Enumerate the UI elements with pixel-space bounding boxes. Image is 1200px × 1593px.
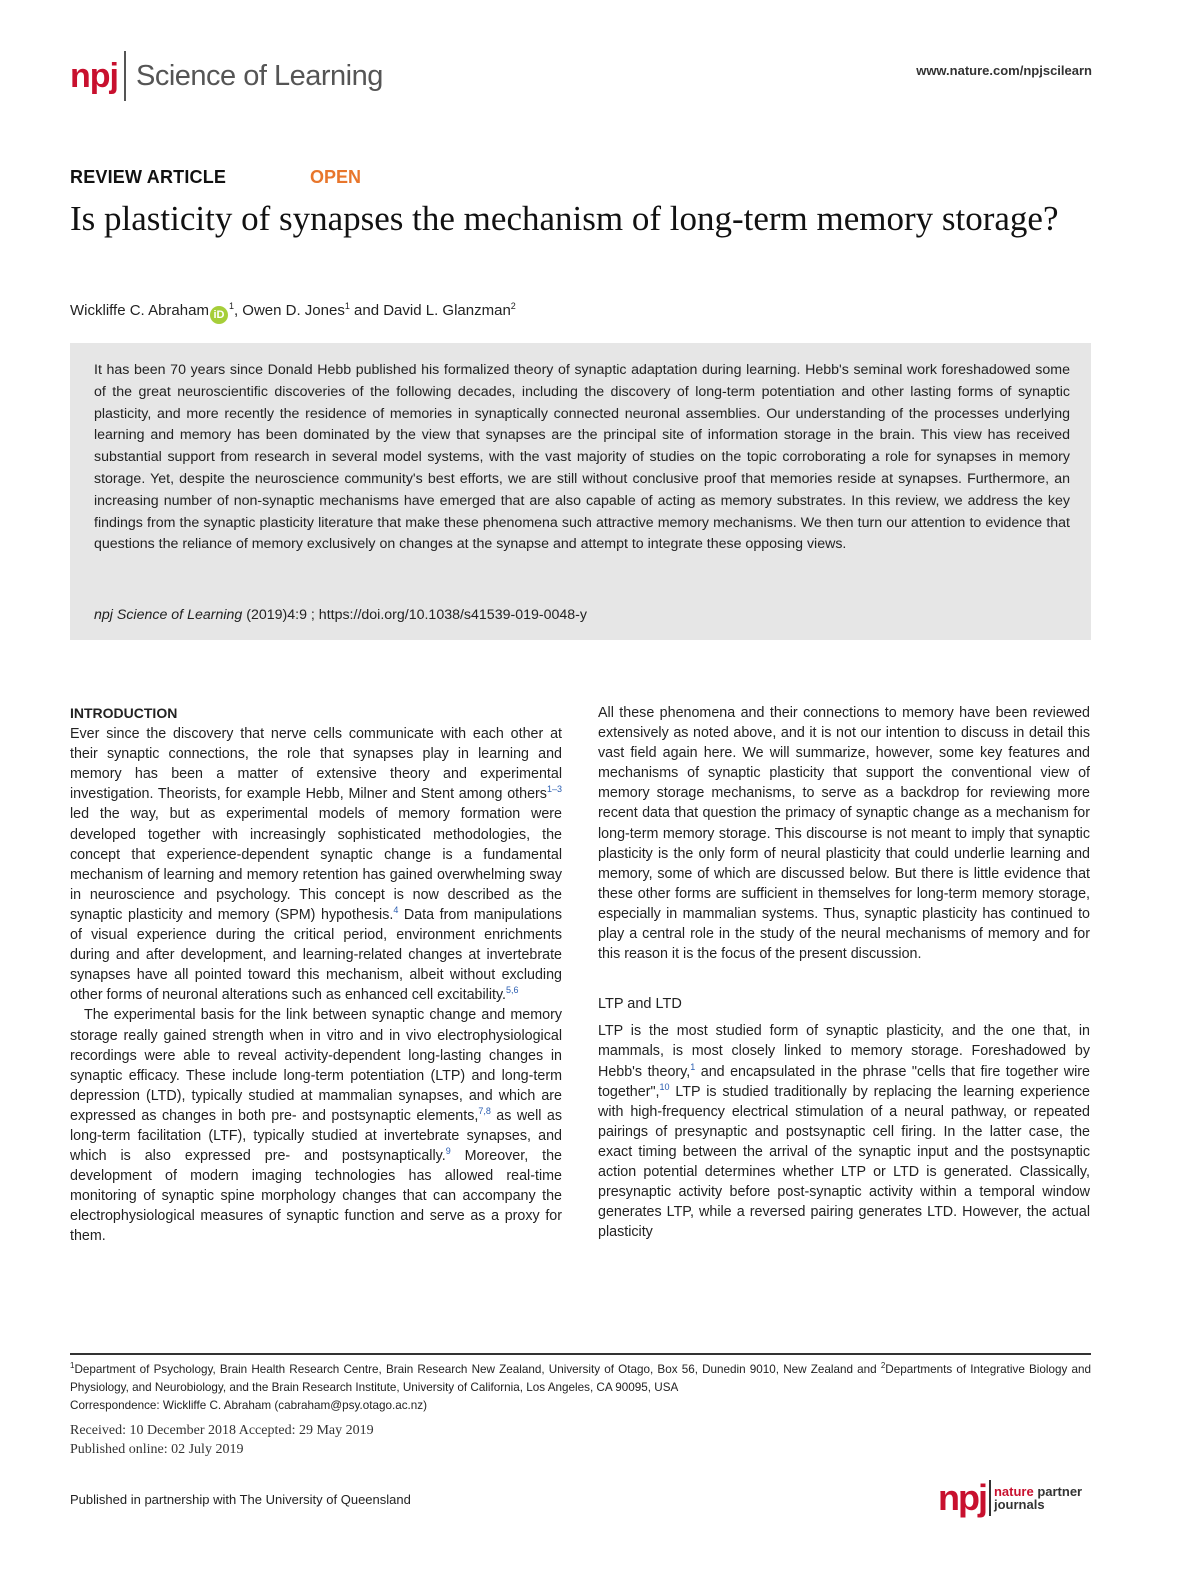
paragraph-text: The experimental basis for the link between synaptic change and memory storage really gained strength when in vitro and in vivo electrophysiological recordings were able to reveal activity-dependent long-lasting changes in synaptic efficacy. These include long-term potentiation (LTP) and long-term depression (LTD), typically studied at mammalian synapses, and which are expressed as changes in both pre- and postsynaptic elements, — [70, 1007, 562, 1124]
paragraph-text: LTP is the most studied form of synaptic plasticity, and the one that, in mammals, is most closely linked to memory storage. Foreshadowed by Hebb's theory, — [598, 1023, 1090, 1080]
correspondence-line[interactable]: Correspondence: Wickliffe C. Abraham (cabraham@psy.otago.ac.nz) — [70, 1398, 428, 1412]
logo-word-nature: nature — [993, 1484, 1034, 1499]
reference-link[interactable]: 10 — [659, 1081, 670, 1092]
affiliation-text: Department of Psychology, Brain Health Research Centre, Brain Research New Zealand, University of Otago, Box 56, Dunedin 9010, New Zealand and — [74, 1362, 881, 1376]
affiliation-marker: 1 — [70, 1361, 75, 1370]
footnote-divider — [70, 1353, 1091, 1355]
paragraph-text: and encapsulated in the phrase "cells that fire together wire together", — [598, 1063, 1090, 1100]
citation-line — [94, 607, 587, 623]
logo-divider — [124, 51, 126, 101]
paragraph-text: LTP is studied traditionally by replacing the learning experience with high-frequency electrical stimulation of a neural pathway, or repeated pairings of presynaptic and postsynaptic cell firing. In the latter case, the exact timing between the arrival of the synaptic input and the postsynaptic action potential determines whether LTP or LTD is generated. Classically, presynaptic activity before post-synaptic activity within a temporal window generates LTP, while a reversed pairing generates LTD. However, the actual plasticity — [598, 1083, 1090, 1241]
logo-divider — [989, 1480, 991, 1516]
abstract-box — [70, 343, 1091, 640]
published-online-date: Published online: 02 July 2019 — [70, 1442, 244, 1457]
reference-link[interactable]: 9 — [445, 1146, 451, 1157]
npj-logo-mark: npj — [70, 56, 118, 95]
publication-dates — [70, 1421, 374, 1459]
article-title: Is plasticity of synapses the mechanism of long-term memory storage? — [70, 199, 1059, 238]
affiliations — [70, 1357, 1091, 1415]
affiliation-marker: 2 — [880, 1361, 886, 1370]
journal-logo[interactable] — [70, 50, 383, 102]
paragraph-text: as well as long-term facilitation (LTF), typically studied at invertebrate synapses, and which is also expressed pre- and postsynaptically. — [70, 1107, 562, 1165]
author-name[interactable]: and David L. Glanzman — [349, 302, 511, 319]
citation-doi[interactable]: (2019)4:9 ; https://doi.org/10.1038/s41539-019-0048-y — [242, 607, 587, 623]
reference-link[interactable]: 4 — [393, 905, 399, 916]
affiliation-text: Departments of Integrative Biology and Physiology, and Neurobiology, and the Brain Research Institute, University of California, Los Angeles, CA 90095, USA — [70, 1362, 1091, 1394]
body-column-right — [598, 703, 1090, 1242]
partnership-note: Published in partnership with The University of Queensland — [70, 1492, 411, 1507]
affiliation-marker: 1 — [344, 301, 350, 311]
logo-wordmark — [994, 1485, 1082, 1511]
nature-partner-journals-logo[interactable] — [938, 1477, 1082, 1519]
reference-link[interactable]: 5,6 — [506, 985, 519, 996]
body-paragraph: All these phenomena and their connections to memory have been reviewed extensively as noted above, and it is not our intention to discuss in detail this vast field again here. We will summarize, however, some key features and mechanisms of synaptic plasticity that support the conventional view of memory storage mechanisms, to serve as a backdrop for reviewing more recent data that question the primacy of synaptic change as a mechanism for long-term memory storage. This discourse is not meant to imply that synaptic plasticity is the only form of neural plasticity that could underlie learning and memory, some of which are discussed below. But there is little evidence that these other forms are sufficient in themselves for long-term memory storage, especially in mammalian systems. Thus, synaptic plasticity has continued to play a central role in the study of the neural mechanisms of memory and for this reason it is the focus of the present discussion. — [598, 705, 1090, 963]
body-paragraph — [70, 724, 562, 1005]
orcid-icon[interactable]: iD — [210, 306, 228, 324]
npj-logo-mark: npj — [938, 1477, 986, 1518]
author-name[interactable]: Wickliffe C. Abraham — [70, 302, 209, 319]
author-list — [70, 301, 516, 324]
affiliation-marker: 1 — [228, 301, 234, 311]
affiliation-marker: 2 — [510, 301, 516, 311]
paragraph-text: Moreover, the development of modern imaging technologies has allowed real-time monitoring of synaptic spine morphology changes that can accompany the electrophysiological measures of synaptic function and serve as a proxy for them. — [70, 1148, 563, 1245]
citation-journal: npj Science of Learning — [94, 607, 243, 623]
received-accepted-dates: Received: 10 December 2018 Accepted: 29 May 2019 — [70, 1423, 374, 1438]
body-paragraph — [598, 1021, 1090, 1242]
logo-word-partner: partner — [1033, 1484, 1083, 1499]
body-column-left — [70, 703, 562, 1247]
body-paragraph — [70, 1005, 562, 1246]
reference-link[interactable]: 1–3 — [546, 784, 562, 795]
paragraph-text: Data from manipulations of visual experience during the critical period, environment enrichments during and after development, and learning-related changes at invertebrate synapses have all pointed toward this mechanism, albeit without excluding other forms of neuronal alterations such as enhanced cell excitability. — [70, 906, 562, 1004]
journal-url-link[interactable]: www.nature.com/npjscilearn — [916, 63, 1092, 78]
article-type-label: REVIEW ARTICLE — [70, 167, 227, 187]
logo-word-journals: journals — [993, 1497, 1045, 1512]
paragraph-text: led the way, but as experimental models of memory formation were developed together with increasingly sophisticated methodologies, the concept that experience-dependent synaptic change is a fundamental mechanism of learning and memory retention has gained overwhelming sway in neuroscience and psychology. This concept is now described as the synaptic plasticity and memory (SPM) hypothesis. — [70, 806, 562, 923]
reference-link[interactable]: 1 — [690, 1061, 696, 1072]
paragraph-text: Ever since the discovery that nerve cells communicate with each other at their synaptic connections, the role that synapses play in learning and memory has been a matter of extensive theory and experimental investigation. Theorists, for example Hebb, Milner and Stent among others — [70, 726, 562, 803]
subsection-heading-ltp-ltd: LTP and LTD — [598, 996, 682, 1013]
author-name[interactable]: , Owen D. Jones — [233, 302, 345, 319]
open-access-badge: OPEN — [310, 167, 362, 187]
journal-name: Science of Learning — [135, 59, 383, 92]
abstract-text: It has been 70 years since Donald Hebb published his formalized theory of synaptic adaptation during learning. Hebb's seminal work foreshadowed some of the great neuroscientific discoveries of the following decades, including the discovery of long-term potentiation and other lasting forms of synaptic plasticity, and more recently the residence of memories in synaptically connected neuronal assemblies. Our understanding of the processes underlying learning and memory has been dominated by the view that synapses are the principal site of information storage in the brain. This view has received substantial support from research in several model systems, with the vast majority of studies on the topic corroborating a role for synapses in memory storage. Yet, despite the neuroscience community's best efforts, we are still without conclusive proof that memories reside at synapses. Furthermore, an increasing number of non-synaptic mechanisms have emerged that are also capable of acting as memory substrates. In this review, we address the key findings from the synaptic plasticity literature that make these phenomena such attractive memory mechanisms. We then turn our attention to evidence that questions the reliance of memory exclusively on changes at the synapse and attempt to integrate these opposing views. — [94, 362, 1070, 553]
reference-link[interactable]: 7,8 — [478, 1106, 491, 1117]
section-heading-introduction: INTRODUCTION — [70, 705, 178, 721]
